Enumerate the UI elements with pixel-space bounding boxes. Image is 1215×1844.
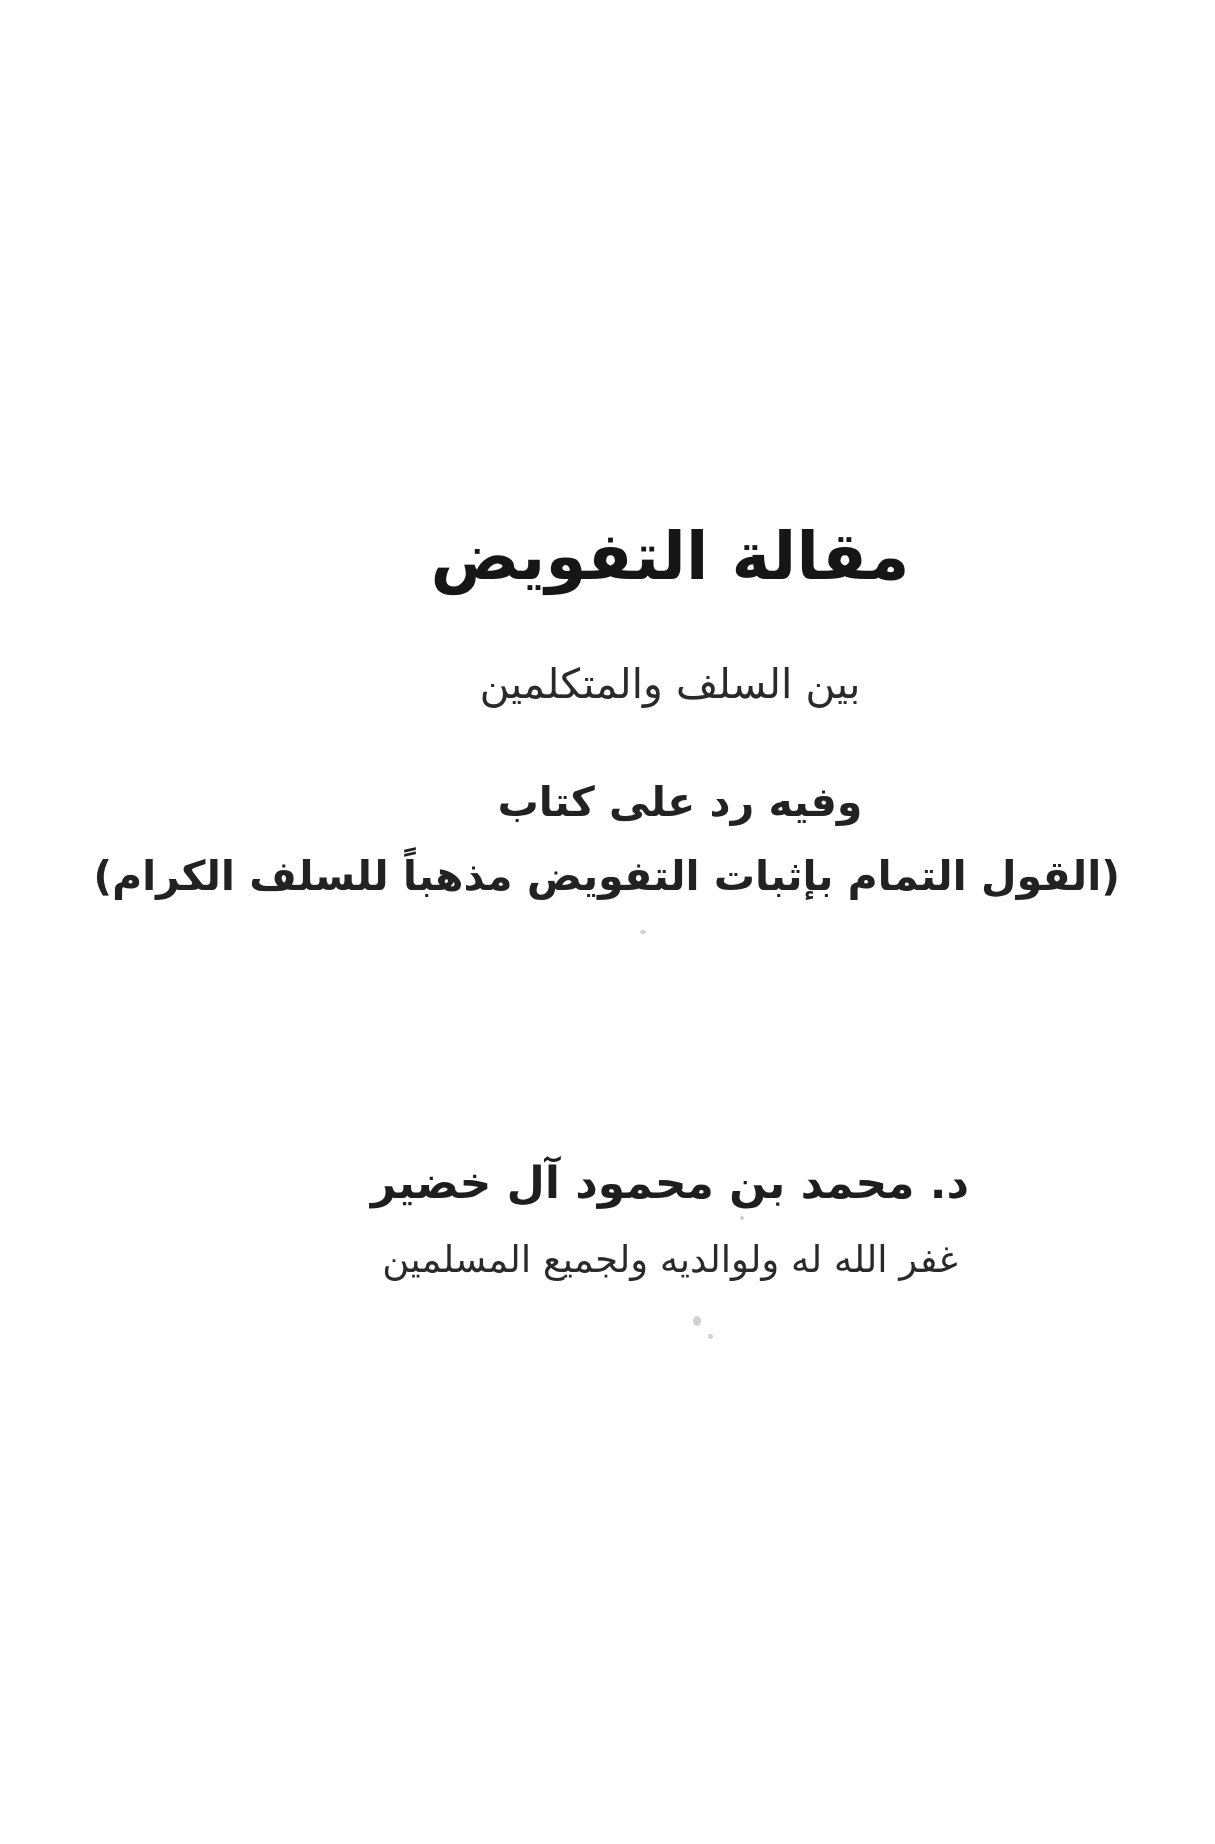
book-subtitle: بين السلف والمتكلمين — [479, 660, 861, 708]
author-name: د. محمد بن محمود آل خضير — [370, 1158, 970, 1209]
scan-speck — [740, 1216, 744, 1220]
scan-speck — [640, 930, 646, 934]
rebutted-book-name: (القول التمام بإثبات التفويض مذهباً للسلف الكرام) — [93, 852, 1120, 900]
book-title: مقالة التفويض — [430, 518, 910, 595]
scan-speck — [708, 1334, 713, 1339]
rebuttal-intro: وفيه رد على كتاب — [497, 778, 863, 826]
scan-speck — [693, 1316, 701, 1326]
author-prayer: غفر الله له ولوالديه ولجميع المسلمين — [382, 1238, 958, 1281]
